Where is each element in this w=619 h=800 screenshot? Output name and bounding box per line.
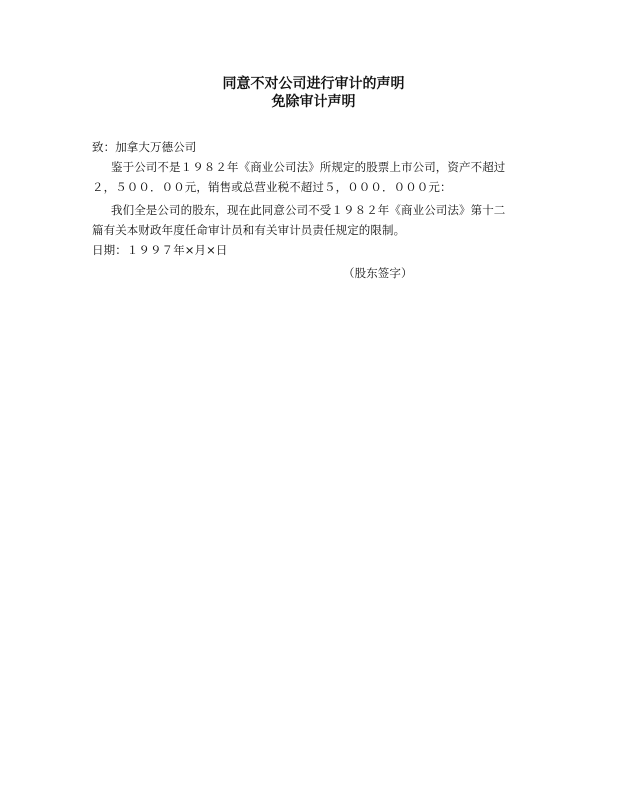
paragraph-1-line-1: 鉴于公司不是１９８２年《商业公司法》所规定的股票上市公司，资产不超过 bbox=[111, 160, 506, 174]
document-subtitle: 免除审计声明 bbox=[271, 94, 356, 110]
signature-note: （股东签字） bbox=[343, 266, 413, 280]
addressee-line: 致：加拿大万德公司 bbox=[92, 140, 197, 154]
paragraph-2-line-1: 我们全是公司的股东，现在此同意公司不受１９８２年《商业公司法》第十二 bbox=[111, 203, 506, 217]
document-title: 同意不对公司进行审计的声明 bbox=[222, 76, 405, 92]
paragraph-2-line-2: 篇有关本财政年度任命审计员和有关审计员责任规定的限制。 bbox=[92, 223, 406, 237]
paragraph-1-line-2: ２，５００．００元，销售或总营业税不超过５，０００．０００元： bbox=[92, 180, 452, 194]
date-line: 日期：１９９７年×月×日 bbox=[92, 243, 228, 257]
